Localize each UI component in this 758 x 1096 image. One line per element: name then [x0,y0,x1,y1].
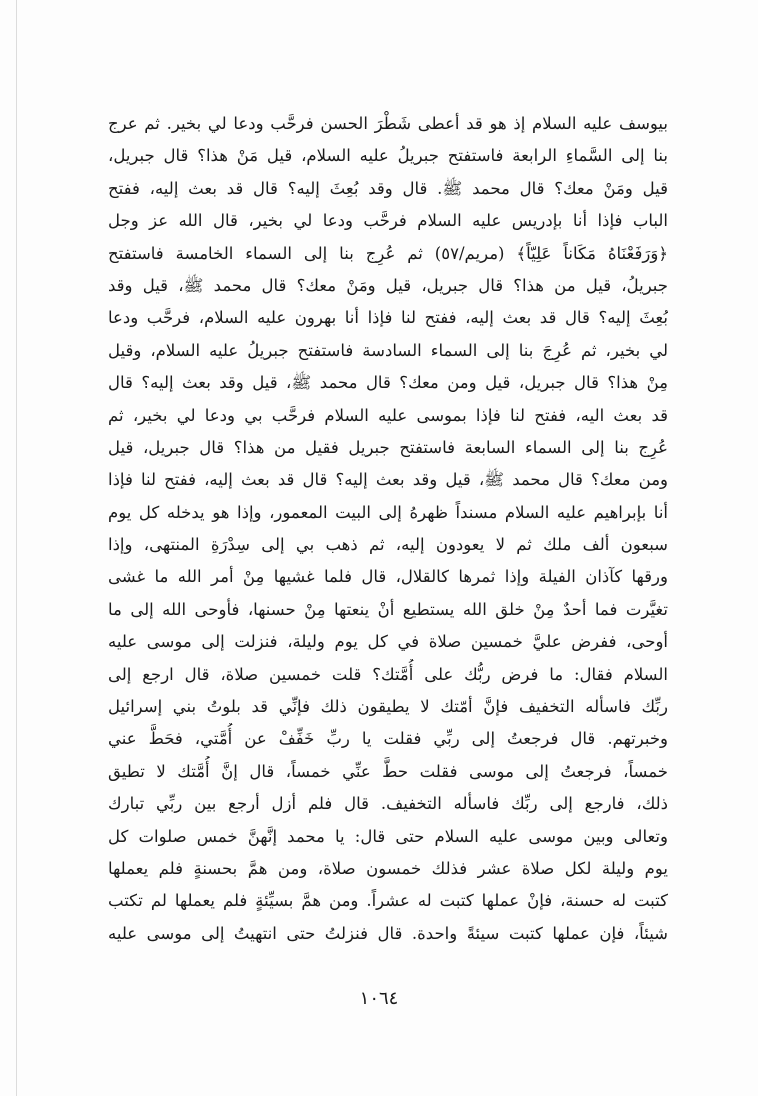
text-line: يوم وليلة لكل صلاة عشر فذلك خمسون صلاة، ومن همَّ بحسنةٍ فلم يعملها [108,858,668,878]
text-line: أوحى، ففرض عليَّ خمسين صلاة في كل يوم وليلة، فنزلت إلى موسى عليه [108,632,668,652]
page-number: ١٠٦٤ [359,988,399,1009]
text-line: بيوسف عليه السلام إذ هو قد أعطى شَطْرَ الحسن فرحَّب ودعا لي بخير. ثم عرج [108,114,668,133]
text-line: مِنْ هذا؟ قال جبريل، قيل ومن معك؟ قال محمد ﷺ، قيل وقد بعث إليه؟ قال [108,373,668,393]
text-line: ربِّك فاسأله التخفيف فإنَّ أمّتك لا يطيقون ذلك فإنِّي قد بلوتُ بني إسرائيل [108,697,668,717]
text-line: الباب فإذا أنا بإدريس عليه السلام فرحَّب ودعا لي بخير، قال الله عز وجل [108,211,668,231]
text-line: خمساً، فرجعتُ إلى موسى فقلت حطَّ عنِّي خمساً، قال إنَّ أُمَّتك لا تطيق [108,761,668,781]
body-text [108,108,668,950]
text-line: شيئاً، فإن عملها كتبت سيئةً واحدة. قال فنزلتُ حتى انتهيتُ إلى موسى عليه [108,923,668,943]
text-line: بُعِثَ إليه؟ قال قد بعث إليه، ففتح لنا فإذا أنا بهرون عليه السلام، فرحَّب ودعا [108,308,668,328]
text-line: عُرِج بنا إلى السماء السابعة فاستفتح جبريل فقيل من هذا؟ قال جبريل، قيل [108,437,668,457]
text-line: ﴿وَرَفَعْنَاهُ مَكَاناً عَلِيّاً﴾ (مريم/٥٧) ثم عُرِج بنا إلى السماء الخامسة فاستفتح [108,243,668,263]
text-line: السلام فقال: ما فرض ربُّك على أُمَّتك؟ قلت خمسين صلاة، قال ارجع إلى [108,664,668,684]
text-line: بنا إلى السَّماءِ الرابعة فاستفتح جبريلُ عليه السلام، قيل مَنْ هذا؟ قال جبريل، [108,146,668,166]
text-line: وخبرتهم. قال فرجعتُ إلى ربِّي فقلت يا ربِّ خَفِّفْ عن أُمَّتي، فحَطَّ عني [108,729,668,749]
text-line: قد بعث اليه، ففتح لنا فإذا بموسى عليه السلام فرحَّب بي ودعا لي بخير، ثم [108,405,668,425]
text-line: أنا بإبراهيم عليه السلام مسنداً ظهرهُ إلى البيت المعمور، وإذا هو يدخله كل يوم [108,502,668,522]
text-line: سبعون ألف ملك ثم لا يعودون إليه، ثم ذهب بي إلى سِدْرَةِ المنتهى، وإذا [108,535,668,555]
text-line: كتبت له حسنة، فإنْ عملها كتبت له عشراً. ومن همَّ بسيِّئةٍ فلم يعملها لم تكتب [108,891,668,911]
text-line: وتعالى وبين موسى عليه السلام حتى قال: يا محمد إنَّهنَّ خمس صلوات كل [108,826,668,846]
text-line: جبريلُ، قيل من هذا؟ قال جبريل، قيل ومَنْ معك؟ قال محمد ﷺ، قيل وقد [108,275,668,295]
text-line: قيل ومَنْ معك؟ قال محمد ﷺ. قال وقد بُعِثَ إليه؟ قال قد بعث إليه، ففتح [108,178,668,198]
text-line: ومن معك؟ قال محمد ﷺ، قيل وقد بعث إليه؟ قال قد بعث إليه، ففتح لنا فإذا [108,470,668,490]
margin-line [16,0,17,1096]
text-line: لي بخير، ثم عُرِجَ بنا إلى السماء السادسة فاستفتح جبريلُ عليه السلام، وقيل [108,340,668,360]
text-line: ورقها كآذان الفيلة وإذا ثمرها كالقلال، قال فلما غشيها مِنْ أمر الله ما غشى [108,567,668,587]
text-line: تغيَّرت فما أحدٌ مِنْ خلق الله يستطيع أنْ ينعتها مِنْ حسنها، فأوحى الله إلى ما [108,599,668,619]
text-line: ذلك، فارجع إلى ربِّك فاسأله التخفيف. قال فلم أزل أرجع بين ربِّي تبارك [108,794,668,814]
